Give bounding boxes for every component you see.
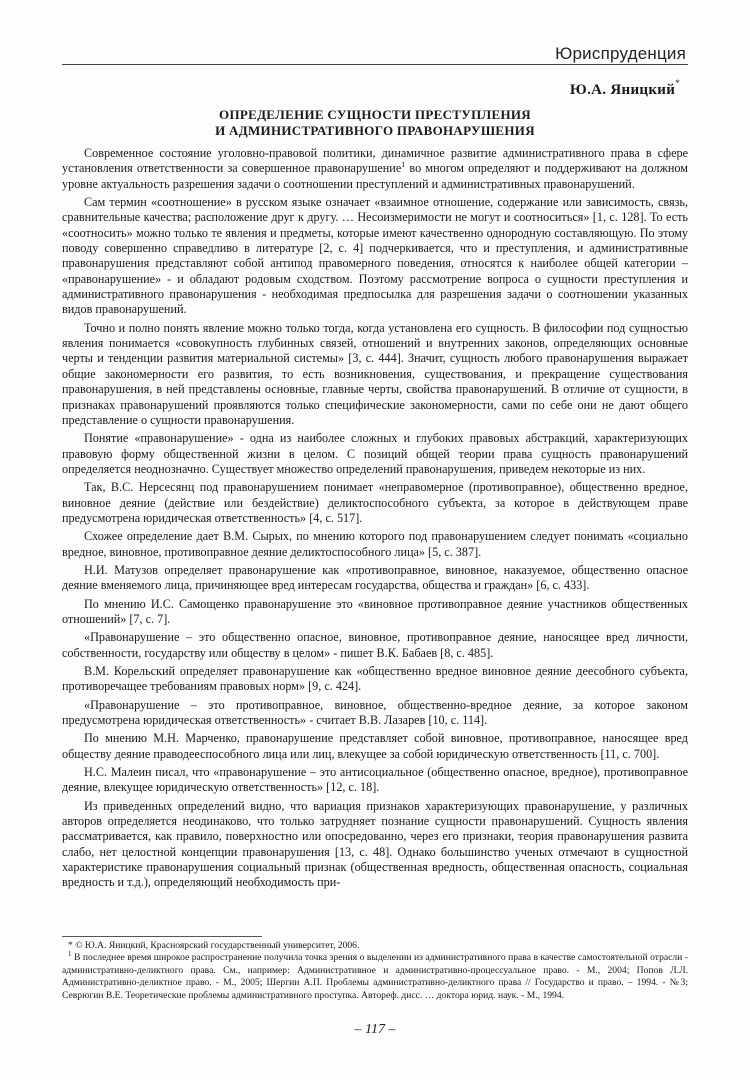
paragraph-text: Современное состояние уголовно-правовой политики, динамичное развитие административного права в сфере установления ответственности за совершенное правонарушение: [62, 146, 688, 176]
page-number: – 117 –: [354, 1022, 396, 1037]
article-body: [62, 146, 688, 894]
running-header: [0, 0, 750, 62]
article-title: [62, 107, 688, 139]
header-rule: [62, 64, 688, 65]
paragraph-text: во многом определяют и поддерживают на должном уровне актуальность разрешения задачи о соотношении преступлений и административных правонарушений.: [62, 161, 688, 191]
footnote-ref: 1: [401, 160, 406, 170]
author-name: Ю.А. Яницкий: [569, 82, 676, 98]
paragraph: По мнению И.С. Самощенко правонарушение это «виновное противоправное деяние участников общественных отношений» [7, с. 7].: [62, 596, 688, 626]
author: [570, 80, 680, 99]
paragraph: [62, 146, 688, 192]
title-line-1: ОПРЕДЕЛЕНИЕ СУЩНОСТИ ПРЕСТУПЛЕНИЯ: [219, 107, 531, 122]
title-line-2: И АДМИНИСТРАТИВНОГО ПРАВОНАРУШЕНИЯ: [215, 123, 535, 138]
author-footnote-mark: *: [675, 78, 680, 88]
paragraph: Из приведенных определений видно, что вариация признаков характеризующих правонарушение, у различных авторов определяется неодинаково, что только затрудняет познание сущности правонарушений. Сущность явления рассматривается, как правило, поверхностно или опосредованно, через его признаки, теория правонарушения развита слабо, нет целостной концепции правонарушения [13, с. 48]. Однако большинство ученых отмечают в сущностной характеристике правонарушения социальный признак (общественная вредность, общественная опасность, социальная вредность и т.д.), определяющий необходимость при-: [62, 798, 688, 890]
footnote-1: [62, 952, 688, 1002]
paragraph: Схожее определение дает В.М. Сырых, по мнению которого под правонарушением следует понимать «социально вредное, виновное, противоправное деяние деликтоспособного лица» [5, с. 387].: [62, 529, 688, 559]
paragraph: В.М. Корельский определяет правонарушение как «общественно вредное виновное деяние деесобного субъекта, противоречащее требованиям правовых норм» [9, с. 424].: [62, 664, 688, 694]
footnote-number: 1: [68, 950, 72, 959]
footnote-copyright: * © Ю.А. Яницкий, Красноярский государственный университет, 2006.: [68, 940, 360, 951]
paragraph: Так, В.С. Нерсесянц под правонарушением понимает «неправомерное (противоправное), общественно вредное, виновное деяние (действие или бездействие) деликтоспособного субъекта, за которое в действующем праве предусмотрена юридическая ответственность» [4, с. 517].: [62, 480, 688, 525]
footnotes: [62, 940, 688, 1002]
footnote-text: В последнее время широкое распространение получила точка зрения о выделении из административного права в качестве самостоятельной отрасли - административно-деликтного права. См., например: Административное и административно-процессуальное право. - М., 2004; Попов Л.Л. Административно-деликтное право. - М., 2005; Шергин А.П. Проблемы административно-деликтного права // Государство и право. – 1994. - №3; Севрюгин В.Е. Теоретические проблемы административного проступка. Автореф. дисс. … доктора юрид. наук. - М., 1994.: [62, 952, 688, 1001]
paragraph: Н.С. Малеин писал, что «правонарушение – это антисоциальное (общественно опасное, вредное), противоправное деяние, влекущее юридическую ответственность» [12, с. 18].: [62, 765, 688, 795]
paragraph: Н.И. Матузов определяет правонарушение как «противоправное, виновное, наказуемое, общественно опасное деяние вменяемого лица, причиняющее вред интересам государства, общества и граждан» [6, с. 433].: [62, 562, 688, 593]
paragraph: Понятие «правонарушение» - одна из наиболее сложных и глубоких правовых абстракций, характеризующих правовую форму общественной жизни в целом. С позиций общей теории права сущность правонарушений определяется неоднозначно. Существует множество определений правонарушения, приведем некоторые из них.: [62, 431, 688, 476]
paragraph: Точно и полно понять явление можно только тогда, когда установлена его сущность. В философии под сущностью явления понимается «совокупность глубинных связей, отношений и внутренних законов, определяющих основные черты и тенденции развития материальной системы» [3, с. 444]. Значит, сущность любого правонарушения выражает общие закономерности его развития, то есть возникновения, существования, и прекращение существования правонарушения, в ней представлены основные, главные черты, свойства правонарушений. В отличие от сущности, в признаках правонарушений проявляются только специфические закономерности, сами по себе они не дают общего представление о сущности правонарушения.: [62, 320, 688, 427]
footnote-rule: [62, 936, 262, 937]
paragraph: По мнению М.Н. Марченко, правонарушение представляет собой виновное, противоправное, наносящее вред обществу деяние праводееспособного лица или лиц, влекущее за собой юридическую ответственность [11, с. 700].: [62, 731, 688, 761]
section-name: Юриспруденция: [555, 44, 686, 63]
paragraph: Сам термин «соотношение» в русском языке означает «взаимное отношение, содержание или зависимость, связь, сравнительные качества; расположение друг к другу. … Несоизмеримости не могут и соотноситься» [1, с. 128]. То есть «соотносить» можно только те явления и предметы, которые имеют качественно однородную составляющую. По этому поводу совершенно справедливо в литературе [2, с. 4] подчеркивается, что и преступления, и административные правонарушения представляют собой антипод правомерного поведения, относятся к наиболее общей категории – «правонарушение» - и обладают родовым сходством. Поэтому рассмотрение вопроса о сущности преступления и административного правонарушения - необходимая предпосылка для разрешения задачи о соотношении указанных видов правонарушений.: [62, 195, 688, 317]
paragraph: «Правонарушение – это противоправное, виновное, общественно-вредное деяние, за которое законом предусмотрена юридическая ответственность» - считает В.В. Лазарев [10, с. 114].: [62, 697, 688, 728]
paragraph: «Правонарушение – это общественно опасное, виновное, противоправное деяние, наносящее вред личности, собственности, государству или обществу в целом» - пишет В.К. Бабаев [8, с. 485].: [62, 630, 688, 660]
